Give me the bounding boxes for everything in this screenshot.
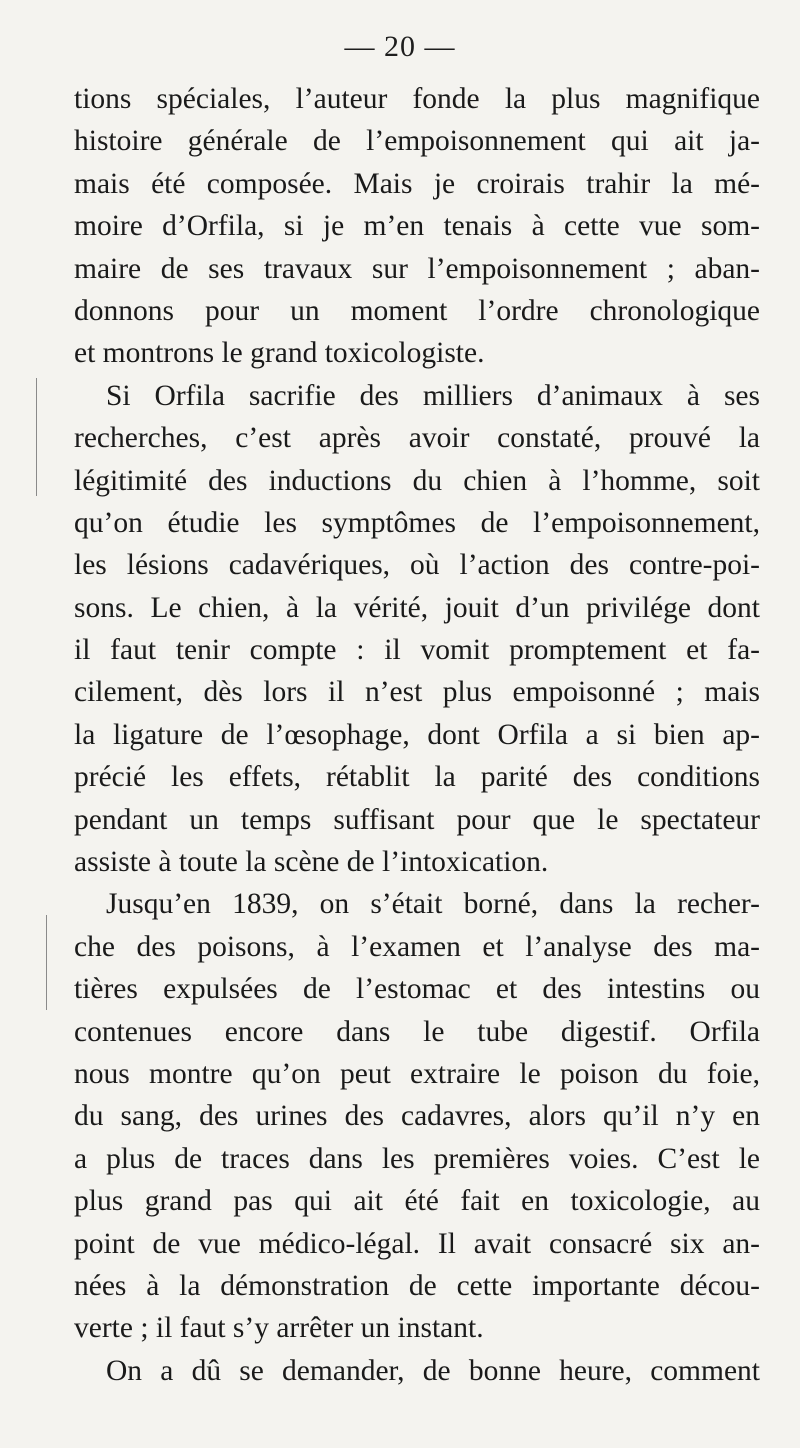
text-line: et montrons le grand toxicologiste.: [74, 337, 485, 370]
text-line: contenues encore dans le tube digestif. Orfila: [74, 1015, 760, 1048]
text-line: donnons pour un moment l’ordre chronologique: [74, 294, 760, 327]
text-line: mais été composée. Mais je croirais trahir la mé-: [74, 167, 760, 200]
text-line: point de vue médico-légal. Il avait consacré six an-: [74, 1227, 760, 1260]
text-line: moire d’Orfila, si je m’en tenais à cette vue som-: [74, 210, 760, 243]
text-line: assiste à toute la scène de l’intoxication.: [74, 846, 549, 879]
text-line: Jusqu’en 1839, on s’était borné, dans la recher-: [106, 888, 760, 921]
margin-mark: [46, 915, 47, 1010]
text-line: maire de ses travaux sur l’empoisonnement ; aban-: [74, 252, 760, 285]
text-line: légitimité des inductions du chien à l’homme, soit: [74, 464, 760, 497]
text-line: la ligature de l’œsophage, dont Orfila a si bien ap-: [74, 718, 760, 751]
text-line: plus grand pas qui ait été fait en toxicologie, au: [74, 1185, 760, 1218]
page-number: — 20 —: [344, 30, 456, 63]
text-line: verte ; il faut s’y arrêter un instant.: [74, 1312, 484, 1345]
text-line: il faut tenir compte : il vomit promptement et fa-: [74, 634, 760, 667]
text-line: précié les effets, rétablit la parité des conditions: [74, 761, 760, 794]
text-line: nées à la démonstration de cette importante décou-: [74, 1269, 760, 1302]
body-text: [74, 78, 760, 1392]
text-line: che des poisons, à l’examen et l’analyse des ma-: [74, 930, 760, 963]
text-line: les lésions cadavériques, où l’action des contre-poi-: [74, 549, 760, 582]
text-line: tions spéciales, l’auteur fonde la plus magnifique: [74, 83, 760, 115]
text-line: cilement, dès lors il n’est plus empoisonné ; mais: [74, 676, 760, 709]
text-line: nous montre qu’on peut extraire le poison du foie,: [74, 1057, 760, 1090]
text-line: pendant un temps suffisant pour que le spectateur: [74, 803, 760, 836]
text-line: tières expulsées de l’estomac et des intestins ou: [74, 973, 760, 1006]
text-line: a plus de traces dans les premières voies. C’est le: [74, 1142, 760, 1175]
text-line: du sang, des urines des cadavres, alors qu’il n’y en: [74, 1100, 760, 1133]
text-line: qu’on étudie les symptômes de l’empoisonnement,: [74, 506, 760, 539]
text-line: On a dû se demander, de bonne heure, comment: [106, 1354, 760, 1387]
text-line: histoire générale de l’empoisonnement qui ait ja-: [74, 125, 760, 158]
margin-mark: [36, 378, 37, 496]
text-line: sons. Le chien, à la vérité, jouit d’un privilége dont: [74, 591, 760, 624]
text-line: Si Orfila sacrifie des milliers d’animaux à ses: [106, 379, 760, 412]
text-line: recherches, c’est après avoir constaté, prouvé la: [74, 422, 760, 455]
